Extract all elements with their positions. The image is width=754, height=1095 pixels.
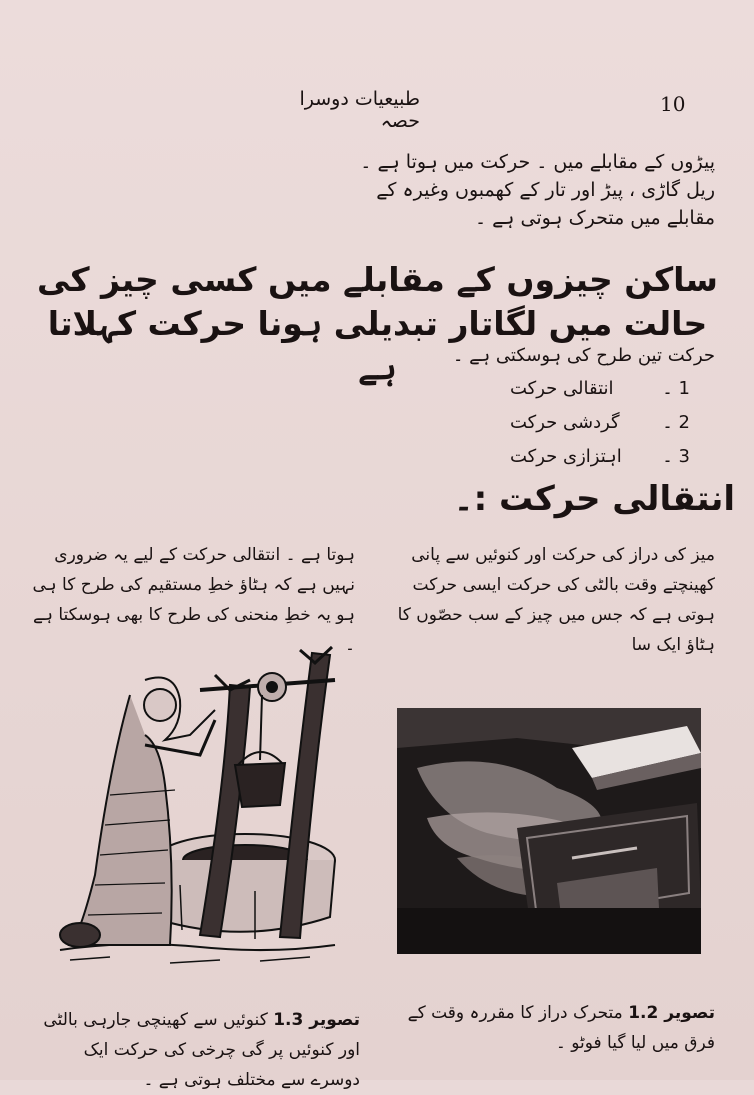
page-number: 10 [660,92,686,116]
motion-definition: ساکن چیزوں کے مقابلے میں کسی چیز کی حالت میں لگاتار تبدیلی ہونا حرکت کہلاتا ہے [36,260,719,387]
page-header-title: طبیعیات دوسرا حصہ [299,88,420,132]
caption-label: تصویر 1.3 [273,1010,360,1030]
list-item [510,372,690,406]
caption-text: کنوئیں سے کھینچی جارہی بالٹی اور کنوئیں پر گی چرخی کی حرکت ایک دوسرے سے مختلف ہوتی ہے ۔ [43,1010,360,1090]
list-item-label: انتقالی حرکت [510,378,614,399]
list-item-number: 2 ۔ [662,412,690,433]
list-item [510,406,690,440]
intro-paragraph: پیڑوں کے مقابلے میں ۔ حرکت میں ہوتا ہے ۔ ریل گاڑی ، پیڑ اور تار کے کھمبوں وغیرہ کے مقابلے میں متحرک ہوتی ہے ۔ [360,151,715,229]
caption-figure-1-3 [30,1005,360,1095]
right-column-paragraph: میز کی دراز کی حرکت اور کنوئیں سے پانی کھینچتے وقت بالٹی کی حرکت ایسی حرکت ہوتی ہے کہ جس میں چیز کے سب حصّوں کا ہٹاؤ ایک سا [397,545,715,655]
drawer-photo [397,708,701,954]
list-item-number: 3 ۔ [662,446,690,467]
section-heading: انتقالی حرکت :۔ [453,479,735,519]
motion-types-intro: حرکت تین طرح کی ہوسکتی ہے ۔ [452,345,715,366]
well-illustration [50,645,340,975]
caption-label: تصویر 1.2 [628,1003,715,1023]
list-item [510,440,690,474]
list-item-label: اہتزازی حرکت [510,446,622,467]
list-item-label: گردشی حرکت [510,412,620,433]
left-column-paragraph: ہوتا ہے ۔ انتقالی حرکت کے لیے یہ ضروری نہیں ہے کہ ہٹاؤ خطِ مستقیم کی طرح کا ہی ہو یہ خطِ منحنی کی طرح کا بھی ہوسکتا ہے ۔ [32,545,355,655]
caption-figure-1-2 [395,998,715,1058]
caption-text: متحرک دراز کا مقررہ وقت کے فرق میں لیا گیا فوٹو ۔ [407,1003,715,1053]
motion-types-list [510,372,690,474]
list-item-number: 1 ۔ [662,378,690,399]
